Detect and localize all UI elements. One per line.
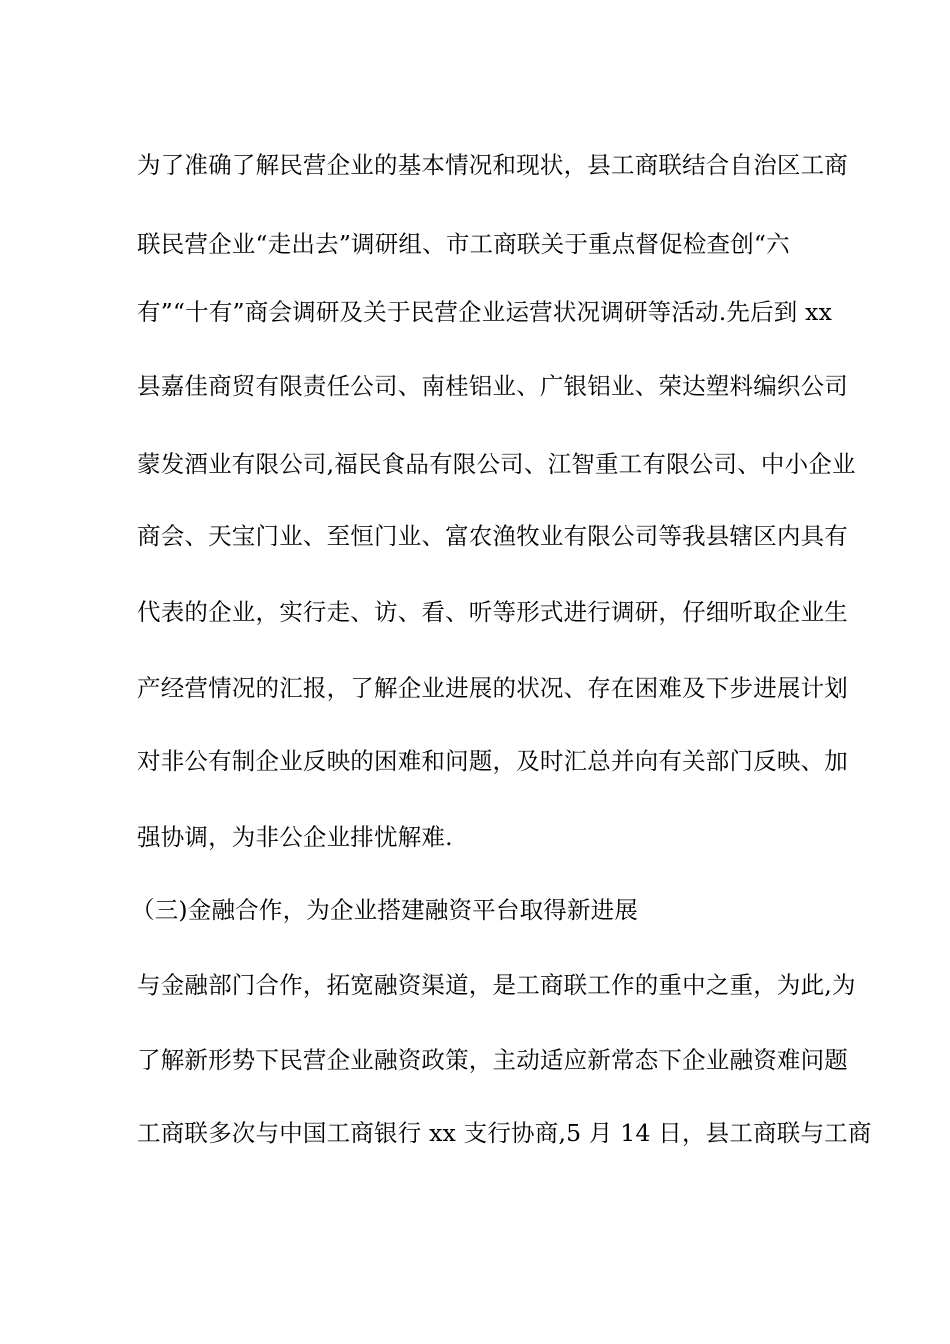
paragraph-line: 代表的企业，实行走、访、看、听等形式进行调研，仔细听取企业生 xyxy=(137,598,848,626)
paragraph-line: 联民营企业“走出去”调研组、市工商联关于重点督促检查创“六 xyxy=(137,230,790,258)
paragraph-line: 工商联多次与中国工商银行 xx 支行协商,5 月 14 日，县工商联与工商 xyxy=(137,1119,872,1147)
section-heading: （三)金融合作，为企业搭建融资平台取得新进展 xyxy=(131,896,639,924)
paragraph-line: 有”“十有”商会调研及关于民营企业运营状况调研等活动.先后到 xx xyxy=(137,298,833,326)
paragraph-line: 产经营情况的汇报，了解企业进展的状况、存在困难及下步进展计划 xyxy=(137,674,848,702)
paragraph-line: 蒙发酒业有限公司,福民食品有限公司、江智重工有限公司、中小企业 xyxy=(137,450,856,478)
paragraph-line: 了解新形势下民营企业融资政策，主动适应新常态下企业融资难问题 xyxy=(137,1046,848,1074)
paragraph-line: 商会、天宝门业、至恒门业、富农渔牧业有限公司等我县辖区内具有 xyxy=(137,522,848,550)
paragraph-line: 强协调，为非公企业排忧解难. xyxy=(137,823,453,851)
paragraph-line: 对非公有制企业反映的困难和问题，及时汇总并向有关部门反映、加 xyxy=(137,747,848,775)
paragraph-line: 与金融部门合作，拓宽融资渠道，是工商联工作的重中之重，为此,为 xyxy=(137,971,856,999)
paragraph-line: 县嘉佳商贸有限责任公司、南桂铝业、广银铝业、荣达塑料编织公司 xyxy=(137,372,848,400)
paragraph-line: 为了准确了解民营企业的基本情况和现状，县工商联结合自治区工商 xyxy=(137,151,848,179)
